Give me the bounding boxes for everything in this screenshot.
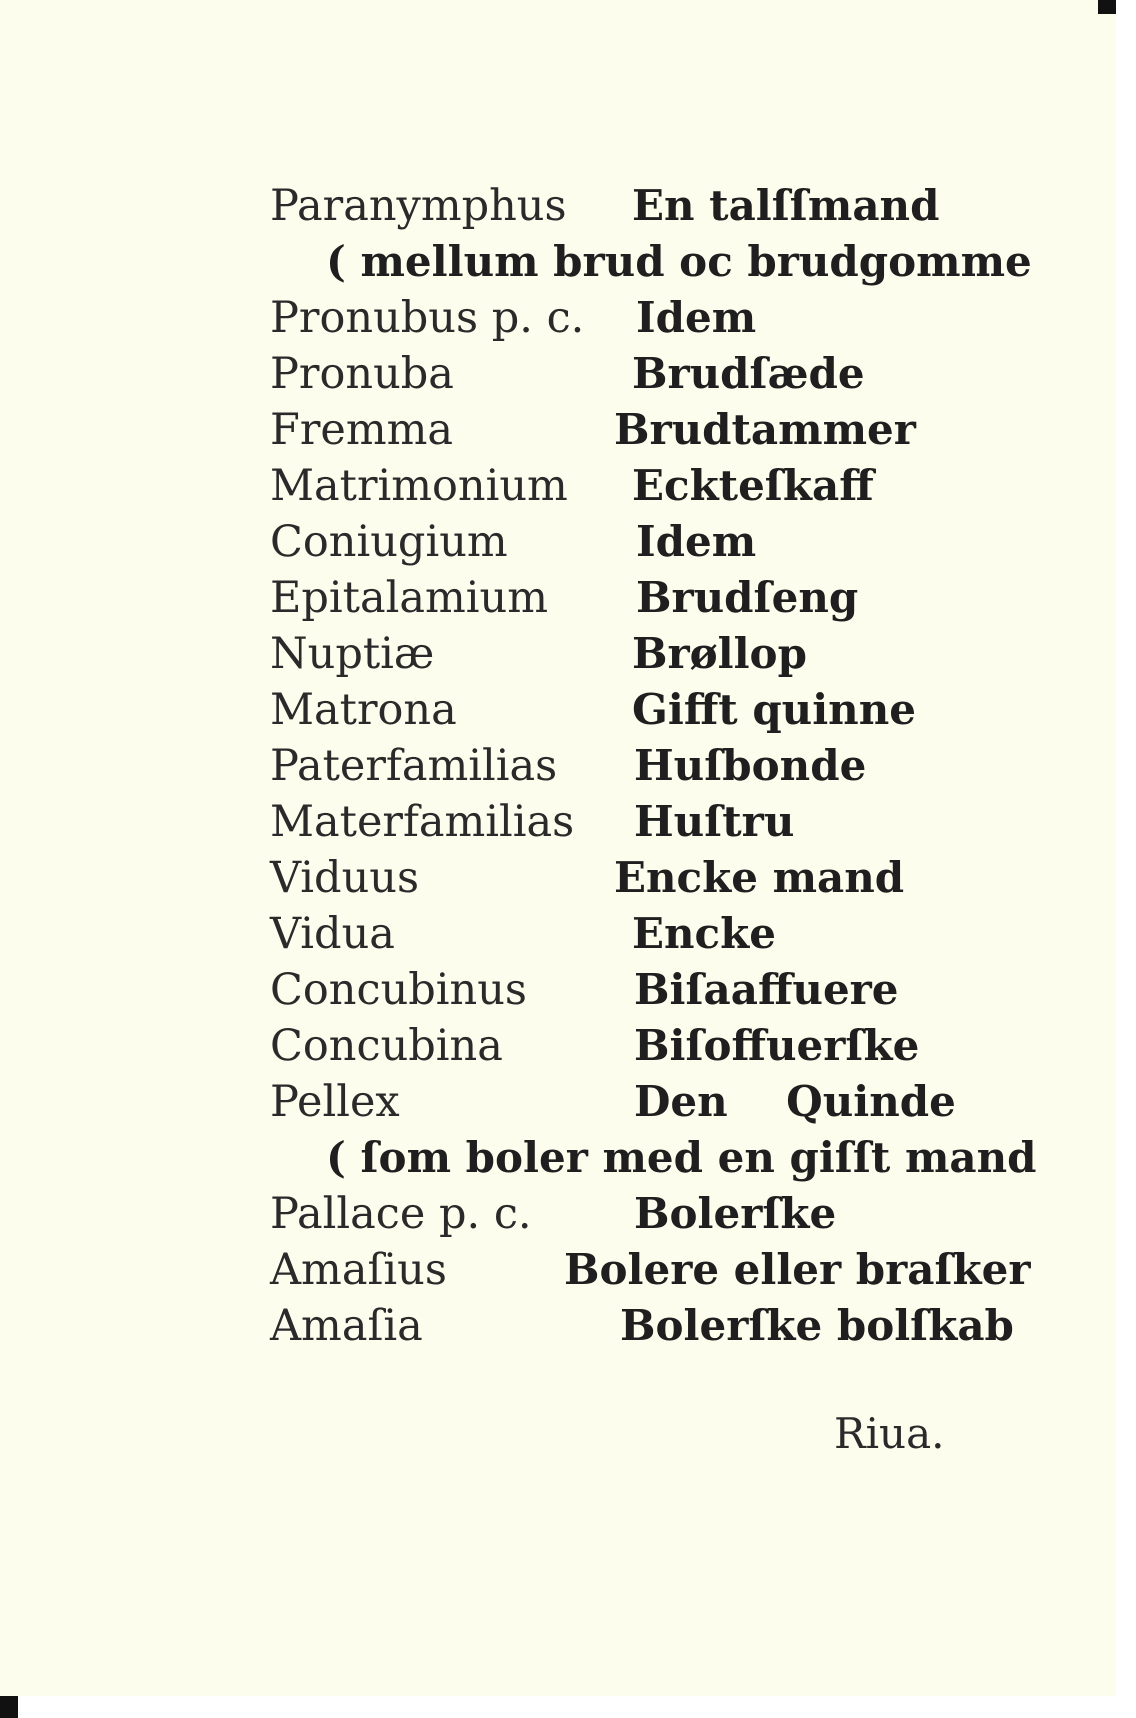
danish-term: Idem — [636, 517, 757, 566]
continuation-text: ( mellum brud oc brudgomme — [326, 237, 1032, 286]
entry-row — [0, 906, 1116, 962]
danish-term: Encke mand — [614, 853, 905, 902]
danish-term: Bolerſke — [634, 1189, 837, 1238]
entry-row — [0, 738, 1116, 794]
latin-term: Coniugium — [270, 517, 508, 567]
entry-row — [0, 962, 1116, 1018]
entry-row — [0, 1018, 1116, 1074]
danish-term: Encke — [632, 909, 776, 958]
continuation-text: ( ſom boler med en giſſt mand — [326, 1133, 1037, 1182]
entry-row — [0, 1242, 1116, 1298]
entry-row — [0, 514, 1116, 570]
entry-row — [0, 346, 1116, 402]
danish-term: Eckteſkaff — [632, 461, 874, 510]
entry-row — [0, 402, 1116, 458]
danish-term: Brudtammer — [614, 405, 916, 454]
danish-term: Brøllop — [632, 629, 807, 678]
danish-term: Bolere eller braſker — [564, 1245, 1031, 1294]
danish-term: Den Quinde — [634, 1077, 956, 1126]
latin-term: Amaſius — [270, 1245, 447, 1295]
entry-row — [0, 290, 1116, 346]
danish-term: Biſoffuerſke — [634, 1021, 920, 1070]
latin-term: Fremma — [270, 405, 454, 455]
latin-term: Pallace p. c. — [270, 1189, 532, 1239]
danish-term: Huſtru — [634, 797, 795, 846]
latin-term: Materfamilias — [270, 797, 575, 847]
danish-term: Biſaaffuere — [634, 965, 899, 1014]
danish-term: Brudſæde — [632, 349, 865, 398]
entry-row — [0, 1298, 1116, 1354]
entry-row — [0, 794, 1116, 850]
entry-row — [0, 570, 1116, 626]
latin-term: Paterfamilias — [270, 741, 558, 791]
entry-row — [0, 626, 1116, 682]
entry-row — [0, 1074, 1116, 1130]
latin-term: Pellex — [270, 1077, 400, 1127]
catchword: Riua. — [834, 1409, 945, 1458]
latin-term: Paranymphus — [270, 181, 567, 231]
latin-term: Amaſia — [270, 1301, 423, 1351]
latin-term: Pronuba — [270, 349, 454, 399]
latin-term: Concubina — [270, 1021, 503, 1071]
entry-row — [0, 682, 1116, 738]
latin-term: Concubinus — [270, 965, 527, 1015]
entry-continuation-row — [0, 1130, 1116, 1186]
latin-term: Epitalamium — [270, 573, 548, 623]
latin-term: Matrimonium — [270, 461, 568, 511]
danish-term: Idem — [636, 293, 757, 342]
entry-row — [0, 1186, 1116, 1242]
entry-row — [0, 178, 1116, 234]
danish-term: En talſſmand — [632, 181, 940, 230]
scan-edge-mark-bottom — [0, 1696, 18, 1718]
latin-term: Pronubus p. c. — [270, 293, 585, 343]
latin-term: Vidua — [270, 909, 395, 959]
entry-row — [0, 850, 1116, 906]
latin-term: Nuptiæ — [270, 629, 435, 679]
danish-term: Bolerſke bolſkab — [620, 1301, 1014, 1350]
latin-term: Matrona — [270, 685, 457, 735]
latin-term: Viduus — [270, 853, 420, 903]
entry-continuation-row — [0, 234, 1116, 290]
danish-term: Gifft quinne — [632, 685, 916, 734]
danish-term: Huſbonde — [634, 741, 867, 790]
danish-term: Brudſeng — [636, 573, 859, 622]
entry-row — [0, 458, 1116, 514]
